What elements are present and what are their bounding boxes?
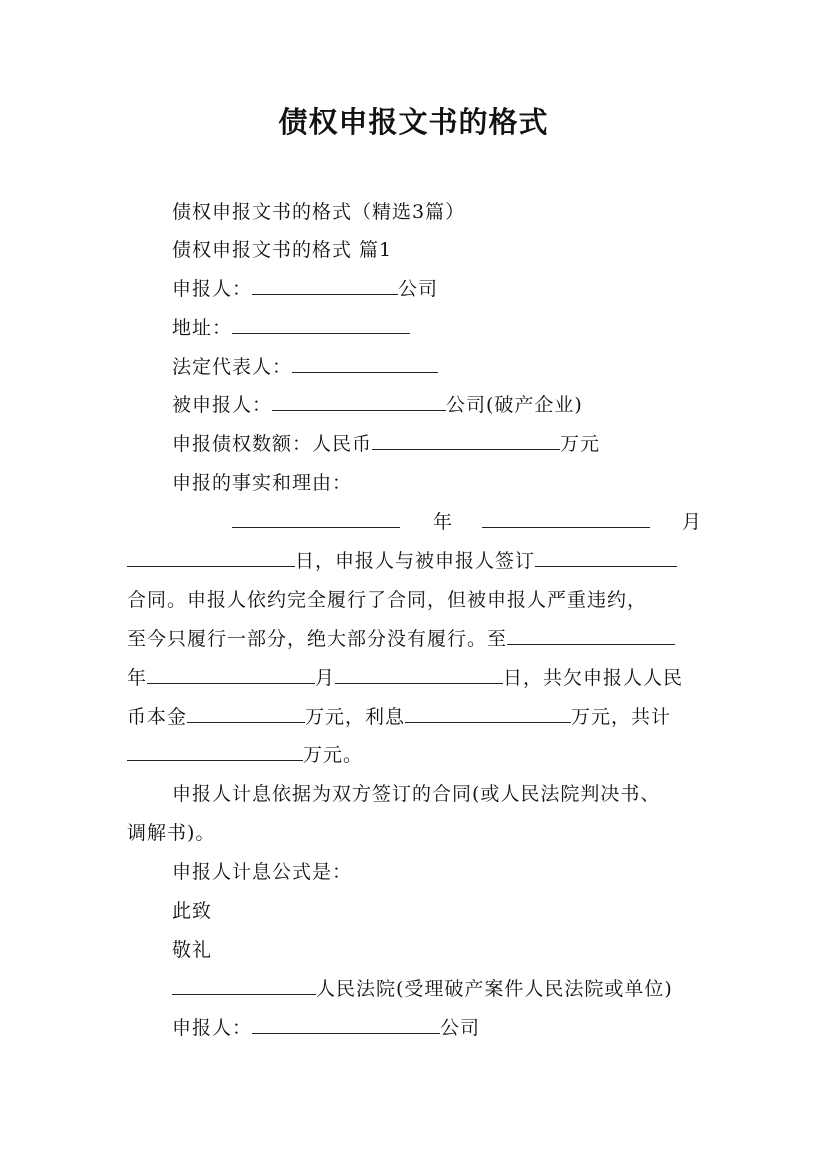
applicant-label: 申报人： — [172, 1017, 253, 1039]
para-text: 日，共欠申报人人民 — [503, 667, 684, 689]
address-label: 地址： — [172, 317, 233, 339]
blank-field — [252, 277, 398, 295]
blank-field — [187, 705, 305, 723]
company-suffix: 公司 — [440, 1017, 481, 1039]
month-label: 月 — [682, 511, 703, 533]
legal-rep-label: 法定代表人： — [172, 356, 293, 378]
blank-field — [507, 627, 675, 645]
para-line-2 — [127, 549, 703, 573]
court-line — [172, 977, 673, 1001]
blank-field — [127, 549, 295, 567]
blank-field — [172, 977, 316, 995]
para-line-3: 合同。申报人依约完全履行了合同，但被申报人严重违约， — [127, 589, 648, 611]
year-label: 年 — [127, 667, 148, 689]
applicant-line — [172, 277, 438, 301]
subtitle-line: 债权申报文书的格式（精选3篇） — [172, 201, 466, 223]
court-text: 人民法院(受理破产案件人民法院或单位) — [316, 978, 673, 1000]
principal-label: 币本金 — [127, 706, 188, 728]
blank-field — [292, 355, 438, 373]
unit-text: 万元。 — [303, 744, 364, 766]
blank-field — [405, 705, 571, 723]
closing-line: 敬礼 — [172, 939, 213, 961]
para-line-6 — [127, 705, 703, 729]
sign-text: 日，申报人与被申报人签订 — [295, 550, 536, 572]
para-text: 至今只履行一部分，绝大部分没有履行。至 — [127, 628, 508, 650]
applicant-signature-line — [172, 1016, 480, 1040]
blank-field — [335, 666, 503, 684]
claim-amount-label: 申报债权数额：人民币 — [172, 433, 373, 455]
address-line — [172, 316, 410, 340]
salutation-line: 此致 — [172, 900, 213, 922]
blank-field — [535, 549, 677, 567]
blank-field — [482, 510, 650, 528]
blank-field — [372, 432, 560, 450]
document-title: 债权申报文书的格式 — [278, 105, 549, 139]
unit-text: 万元 — [560, 433, 601, 455]
respondent-suffix: 公司(破产企业) — [446, 394, 583, 416]
blank-field — [232, 510, 400, 528]
blank-field — [147, 666, 315, 684]
blank-field — [272, 393, 446, 411]
interest-basis-cont: 调解书)。 — [127, 822, 216, 844]
claim-amount-line — [172, 432, 600, 456]
legal-rep-line — [172, 355, 438, 379]
blank-field — [252, 1016, 440, 1034]
total-label: 万元，共计 — [571, 706, 672, 728]
respondent-line — [172, 393, 583, 417]
month-label: 月 — [315, 667, 336, 689]
section-heading: 债权申报文书的格式 篇1 — [172, 239, 393, 261]
interest-label: 万元，利息 — [305, 706, 406, 728]
interest-basis-line: 申报人计息依据为双方签订的合同(或人民法院判决书、 — [172, 783, 661, 805]
para-line-7 — [127, 743, 703, 767]
company-suffix: 公司 — [398, 278, 439, 300]
applicant-label: 申报人： — [172, 278, 253, 300]
year-label: 年 — [433, 511, 454, 533]
respondent-label: 被申报人： — [172, 394, 273, 416]
blank-field — [127, 743, 303, 761]
blank-field — [232, 316, 410, 334]
interest-formula-line: 申报人计息公式是： — [172, 861, 353, 883]
para-line-4 — [127, 627, 703, 651]
facts-heading: 申报的事实和理由： — [172, 472, 353, 494]
para-line-5 — [127, 666, 703, 690]
